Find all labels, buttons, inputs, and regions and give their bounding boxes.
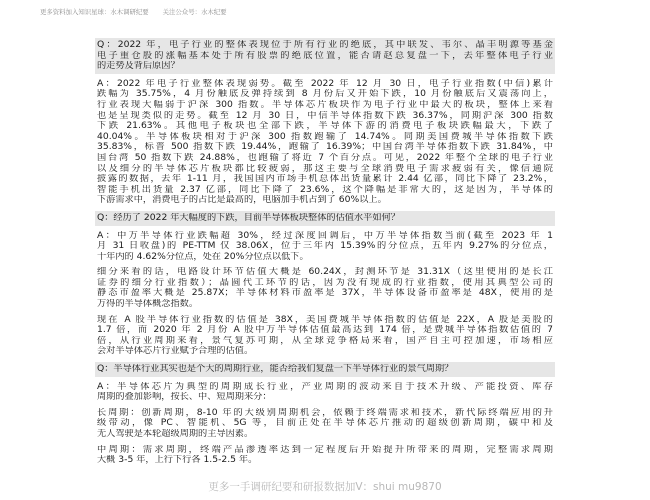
text-line: A：2022 年电子行业整体表现弱势。截至 2022 年 12 月 30 日，电子行业指数(中信)累计 (97, 78, 553, 89)
text-line: 证券的细分行业指数）；晶圆代工环节的话，因为没有现成的行业指数，使用其典型公司的 (97, 277, 553, 288)
text-line: 的走势及背后原因？ (97, 61, 180, 72)
text-line: 电子重仓股的涨幅基本处于所有股票的绝底位置，能否请赵总复盘一下，去年整体电子行业 (97, 50, 553, 61)
long-cycle-paragraph (95, 408, 555, 440)
text-line: 中周期：需求周期，终端产品渗透率达到一定程度后开始提升所带来的周期，完整需求周期 (97, 444, 553, 455)
text-line: 也是呈现类似的走势。截至 12 月 30 日，中信半导体指数下跌 36.37%，同期沪深 300 指数 (97, 110, 553, 121)
text-line: 以及细分的半导体芯片板块都比较疲弱，那这主要与全球消费电子需求疲弱有关，像信通院 (97, 163, 553, 174)
text-line: 40.04%。半导体板块相对于沪深 300 指数跑输了 14.74%。同期美国费城半导体指数下跌 (97, 131, 553, 142)
text-line: Q：经历了 2022 年大幅度的下跌，目前半导体板块整体的估值水平如何？ (97, 212, 400, 223)
question-block-1 (95, 38, 555, 74)
document-body (95, 38, 555, 471)
text-line: 行业表现大幅弱于沪深 300 指数。半导体芯片板块作为电子行业中最大的板块，整体上来看 (97, 99, 553, 110)
text-line: 1.7 倍，而 2020 年 2 月份 A 股中万半导体估值最高达到 174 倍，是费城半导体指数估值的 7 (97, 325, 553, 336)
text-line: 跌幅为 35.75%，4 月份触底反弹持续到 8 月份后又开始下跌，10 月份触底后又震荡向上， (97, 89, 553, 100)
valuation-comparison-paragraph (95, 315, 555, 357)
footer-watermark-text: 更多一手调研纪要和研报数据加V：shui mu9870 (208, 481, 442, 493)
text-line: 周期的叠加影响，按长、中、短周期来分： (97, 392, 272, 403)
text-line: 披露的数据，去年 1-11 月，我国国内市场手机总体出货量累计 2.44 亿部，同比下降了 23.2%， (97, 174, 553, 185)
question-block-3 (95, 362, 555, 377)
text-line: 国台湾 50 指数下跌 24.88%，也跑输了将近 7 个百分点。可见，2022 年整个全球的电子行业 (97, 152, 553, 163)
medium-cycle-paragraph (95, 445, 555, 466)
text-line: 月 31 日收盘)的 PE-TTM 仅 38.06X，位于三年内 15.39%的分位点，五年内 9.27%的分位点， (97, 241, 553, 252)
text-line: 万得的半导体概念指数。 (97, 299, 199, 310)
question-block-2 (95, 211, 555, 226)
header-knowledge-planet-text: 更多资料加入知识星球：水木调研纪要 (40, 8, 149, 16)
text-line: 智能手机出货量 2.37 亿部，同比下降了 23.6%，这个降幅是非常大的，这是因为，半导体的 (97, 184, 553, 195)
text-line: 细分来看的话，电路设计环节估值大概是 60.24X，封测环节是 31.31X（这里使用的是长江 (97, 267, 553, 278)
text-line: 下游需求中，消费电子的占比是最高的，电脑加手机占到了 60%以上。 (97, 195, 387, 206)
text-line: 会对半导体芯片行业赋予合理的估值。 (97, 346, 254, 357)
text-line: A：中万半导体行业跌幅超 30%，经过深度回调后，中万半导体指数当前(截至 2023 年 1 (97, 230, 553, 241)
text-line: 十年内的 4.62%分位点，处在 20%分位点以低下。 (97, 251, 309, 262)
text-line: 静态市盈率大概是 25.87X；半导体材料市盈率是 37X，半导体设备市盈率是 48X，使用的是 (97, 288, 553, 299)
segment-valuation-paragraph (95, 267, 555, 309)
page-header (40, 7, 460, 17)
text-line: 现在 A 股半导体行业指数的估值是 38X，美国费城半导体指数的估值是 22X，A 股是美股的 (97, 314, 553, 325)
text-line: Q：2022 年，电子行业的整体表现位于所有行业的绝底，其中联发、韦尔、晶丰明源等基金 (97, 40, 553, 50)
text-line: 倍，从行业周期来看，景气复苏可期，从全球竞争格局来看，国产自主可控加速，市场相应 (97, 335, 553, 346)
text-line: 级带动，像 PC、智能机、5G 等，目前正处在半导体芯片推动的超级创新周期，碳中和及 (97, 418, 553, 429)
answer-paragraph-2 (95, 231, 555, 263)
text-line: 大概 3-5 年，上行下行各 1.5-2.5 年。 (97, 455, 258, 466)
header-wechat-account-text: 关注公众号：水木纪要 (162, 8, 227, 16)
text-line: 无人驾驶是本轮超级周期的主导因素。 (97, 429, 254, 439)
text-line: 下跌 21.63%。其他电子板块也全部下跌，半导体下游的消费电子板块跌幅最大，下跌了 (97, 121, 553, 132)
answer-paragraph-1 (95, 79, 555, 206)
answer-paragraph-3 (95, 382, 555, 403)
text-line: A：半导体芯片为典型的周期成长行业，产业周期的波动来自于技术升级、产能投资、库存 (97, 381, 553, 392)
text-line: Q：半导体行业其实也是个大的周期行业，能否给我们复盘一下半导体行业的景气周期？ (97, 364, 454, 375)
text-line: 长周期：创新周期，8-10 年的大级别周期机会，依赖于终端需求和技术，新代际终端应用的升 (97, 407, 553, 418)
text-line: 35.83%，标普 500 指数下跌 19.44%，跑输了 16.39%；中国台湾半导体指数下跌 31.84%，中 (97, 142, 553, 153)
